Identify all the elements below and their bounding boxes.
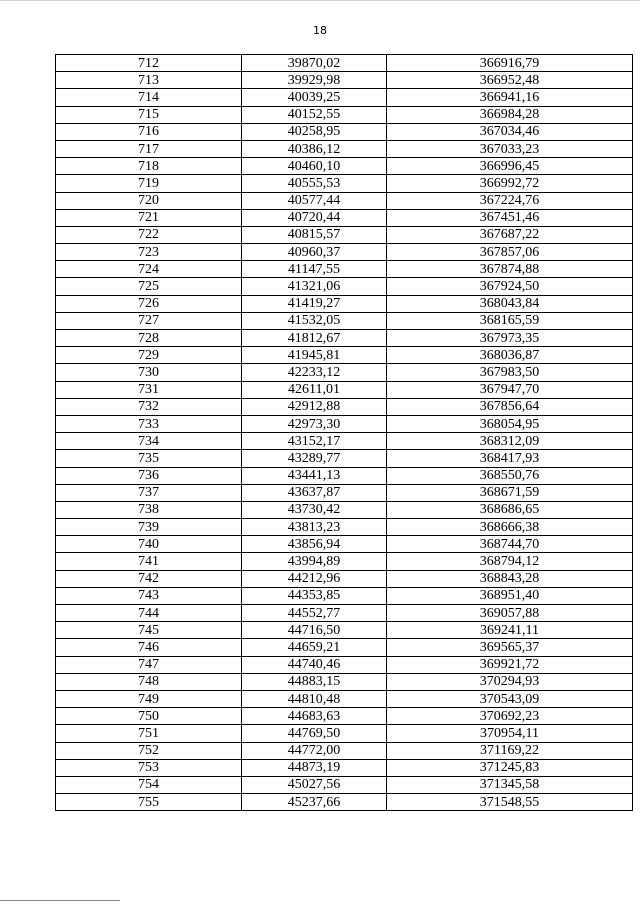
table-row xyxy=(56,312,633,329)
table-row xyxy=(56,622,633,639)
y-coordinate-cell: 371169,22 xyxy=(387,742,633,759)
point-number-cell: 743 xyxy=(56,587,242,604)
point-number-cell: 723 xyxy=(56,244,242,261)
x-coordinate-cell: 44873,19 xyxy=(242,759,387,776)
y-coordinate-cell: 367973,35 xyxy=(387,330,633,347)
x-coordinate-cell: 41945,81 xyxy=(242,347,387,364)
x-coordinate-cell: 40720,44 xyxy=(242,209,387,226)
point-number-cell: 732 xyxy=(56,398,242,415)
point-number-cell: 717 xyxy=(56,140,242,157)
table-row xyxy=(56,656,633,673)
table-row xyxy=(56,587,633,604)
table-row xyxy=(56,347,633,364)
point-number-cell: 718 xyxy=(56,158,242,175)
point-number-cell: 738 xyxy=(56,501,242,518)
point-number-cell: 730 xyxy=(56,364,242,381)
y-coordinate-cell: 367874,88 xyxy=(387,261,633,278)
x-coordinate-cell: 40460,10 xyxy=(242,158,387,175)
coordinates-table xyxy=(55,54,633,811)
point-number-cell: 729 xyxy=(56,347,242,364)
x-coordinate-cell: 40577,44 xyxy=(242,192,387,209)
y-coordinate-cell: 368951,40 xyxy=(387,587,633,604)
point-number-cell: 735 xyxy=(56,450,242,467)
table-row xyxy=(56,398,633,415)
x-coordinate-cell: 44353,85 xyxy=(242,587,387,604)
x-coordinate-cell: 42611,01 xyxy=(242,381,387,398)
point-number-cell: 744 xyxy=(56,605,242,622)
table-row xyxy=(56,364,633,381)
point-number-cell: 725 xyxy=(56,278,242,295)
point-number-cell: 719 xyxy=(56,175,242,192)
point-number-cell: 720 xyxy=(56,192,242,209)
x-coordinate-cell: 44659,21 xyxy=(242,639,387,656)
table-row xyxy=(56,501,633,518)
y-coordinate-cell: 368671,59 xyxy=(387,484,633,501)
table-row xyxy=(56,450,633,467)
point-number-cell: 751 xyxy=(56,725,242,742)
y-coordinate-cell: 366996,45 xyxy=(387,158,633,175)
x-coordinate-cell: 45237,66 xyxy=(242,794,387,811)
table-row xyxy=(56,381,633,398)
x-coordinate-cell: 40039,25 xyxy=(242,89,387,106)
table-row xyxy=(56,467,633,484)
table-row xyxy=(56,742,633,759)
y-coordinate-cell: 367034,46 xyxy=(387,123,633,140)
x-coordinate-cell: 43152,17 xyxy=(242,433,387,450)
x-coordinate-cell: 43637,87 xyxy=(242,484,387,501)
point-number-cell: 733 xyxy=(56,415,242,432)
table-row xyxy=(56,295,633,312)
y-coordinate-cell: 367924,50 xyxy=(387,278,633,295)
table-row xyxy=(56,261,633,278)
point-number-cell: 740 xyxy=(56,536,242,553)
x-coordinate-cell: 40152,55 xyxy=(242,106,387,123)
table-row xyxy=(56,330,633,347)
x-coordinate-cell: 40960,37 xyxy=(242,244,387,261)
y-coordinate-cell: 370692,23 xyxy=(387,708,633,725)
y-coordinate-cell: 368165,59 xyxy=(387,312,633,329)
y-coordinate-cell: 369565,37 xyxy=(387,639,633,656)
point-number-cell: 746 xyxy=(56,639,242,656)
y-coordinate-cell: 366952,48 xyxy=(387,72,633,89)
y-coordinate-cell: 368550,76 xyxy=(387,467,633,484)
x-coordinate-cell: 41812,67 xyxy=(242,330,387,347)
y-coordinate-cell: 367857,06 xyxy=(387,244,633,261)
y-coordinate-cell: 368312,09 xyxy=(387,433,633,450)
point-number-cell: 747 xyxy=(56,656,242,673)
y-coordinate-cell: 371548,55 xyxy=(387,794,633,811)
point-number-cell: 721 xyxy=(56,209,242,226)
x-coordinate-cell: 40386,12 xyxy=(242,140,387,157)
point-number-cell: 722 xyxy=(56,226,242,243)
point-number-cell: 742 xyxy=(56,570,242,587)
point-number-cell: 712 xyxy=(56,55,242,72)
point-number-cell: 748 xyxy=(56,673,242,690)
y-coordinate-cell: 367687,22 xyxy=(387,226,633,243)
y-coordinate-cell: 371345,58 xyxy=(387,776,633,793)
table-row xyxy=(56,553,633,570)
y-coordinate-cell: 367856,64 xyxy=(387,398,633,415)
x-coordinate-cell: 42973,30 xyxy=(242,415,387,432)
x-coordinate-cell: 43994,89 xyxy=(242,553,387,570)
y-coordinate-cell: 368794,12 xyxy=(387,553,633,570)
x-coordinate-cell: 44683,63 xyxy=(242,708,387,725)
y-coordinate-cell: 368043,84 xyxy=(387,295,633,312)
page-number: 18 xyxy=(313,24,327,37)
table-row xyxy=(56,106,633,123)
table-row xyxy=(56,484,633,501)
point-number-cell: 750 xyxy=(56,708,242,725)
x-coordinate-cell: 43856,94 xyxy=(242,536,387,553)
x-coordinate-cell: 44716,50 xyxy=(242,622,387,639)
point-number-cell: 739 xyxy=(56,519,242,536)
point-number-cell: 734 xyxy=(56,433,242,450)
y-coordinate-cell: 368417,93 xyxy=(387,450,633,467)
coordinates-table-body xyxy=(56,55,633,811)
x-coordinate-cell: 45027,56 xyxy=(242,776,387,793)
x-coordinate-cell: 41321,06 xyxy=(242,278,387,295)
bottom-edge-mark xyxy=(0,900,120,901)
x-coordinate-cell: 43441,13 xyxy=(242,467,387,484)
table-row xyxy=(56,175,633,192)
y-coordinate-cell: 368686,65 xyxy=(387,501,633,518)
table-row xyxy=(56,725,633,742)
x-coordinate-cell: 43813,23 xyxy=(242,519,387,536)
y-coordinate-cell: 366992,72 xyxy=(387,175,633,192)
y-coordinate-cell: 370543,09 xyxy=(387,690,633,707)
y-coordinate-cell: 370294,93 xyxy=(387,673,633,690)
point-number-cell: 755 xyxy=(56,794,242,811)
point-number-cell: 749 xyxy=(56,690,242,707)
point-number-cell: 714 xyxy=(56,89,242,106)
y-coordinate-cell: 368666,38 xyxy=(387,519,633,536)
table-row xyxy=(56,605,633,622)
y-coordinate-cell: 367033,23 xyxy=(387,140,633,157)
point-number-cell: 754 xyxy=(56,776,242,793)
table-row xyxy=(56,244,633,261)
point-number-cell: 736 xyxy=(56,467,242,484)
table-row xyxy=(56,433,633,450)
point-number-cell: 745 xyxy=(56,622,242,639)
y-coordinate-cell: 366916,79 xyxy=(387,55,633,72)
table-row xyxy=(56,639,633,656)
y-coordinate-cell: 370954,11 xyxy=(387,725,633,742)
x-coordinate-cell: 44883,15 xyxy=(242,673,387,690)
y-coordinate-cell: 368843,28 xyxy=(387,570,633,587)
y-coordinate-cell: 368036,87 xyxy=(387,347,633,364)
point-number-cell: 737 xyxy=(56,484,242,501)
table-row xyxy=(56,140,633,157)
table-row xyxy=(56,519,633,536)
x-coordinate-cell: 43730,42 xyxy=(242,501,387,518)
y-coordinate-cell: 368054,95 xyxy=(387,415,633,432)
table-row xyxy=(56,673,633,690)
point-number-cell: 726 xyxy=(56,295,242,312)
y-coordinate-cell: 367983,50 xyxy=(387,364,633,381)
table-row xyxy=(56,776,633,793)
x-coordinate-cell: 41532,05 xyxy=(242,312,387,329)
point-number-cell: 715 xyxy=(56,106,242,123)
point-number-cell: 752 xyxy=(56,742,242,759)
y-coordinate-cell: 369921,72 xyxy=(387,656,633,673)
table-row xyxy=(56,690,633,707)
point-number-cell: 713 xyxy=(56,72,242,89)
x-coordinate-cell: 40258,95 xyxy=(242,123,387,140)
x-coordinate-cell: 39870,02 xyxy=(242,55,387,72)
table-row xyxy=(56,278,633,295)
x-coordinate-cell: 44552,77 xyxy=(242,605,387,622)
x-coordinate-cell: 43289,77 xyxy=(242,450,387,467)
x-coordinate-cell: 40815,57 xyxy=(242,226,387,243)
table-row xyxy=(56,55,633,72)
y-coordinate-cell: 368744,70 xyxy=(387,536,633,553)
x-coordinate-cell: 44769,50 xyxy=(242,725,387,742)
point-number-cell: 741 xyxy=(56,553,242,570)
point-number-cell: 724 xyxy=(56,261,242,278)
table-row xyxy=(56,192,633,209)
point-number-cell: 716 xyxy=(56,123,242,140)
point-number-cell: 728 xyxy=(56,330,242,347)
table-row xyxy=(56,158,633,175)
y-coordinate-cell: 369241,11 xyxy=(387,622,633,639)
table-row xyxy=(56,72,633,89)
y-coordinate-cell: 367224,76 xyxy=(387,192,633,209)
table-row xyxy=(56,123,633,140)
y-coordinate-cell: 371245,83 xyxy=(387,759,633,776)
table-row xyxy=(56,536,633,553)
table-row xyxy=(56,89,633,106)
x-coordinate-cell: 42233,12 xyxy=(242,364,387,381)
point-number-cell: 731 xyxy=(56,381,242,398)
table-row xyxy=(56,209,633,226)
point-number-cell: 727 xyxy=(56,312,242,329)
x-coordinate-cell: 39929,98 xyxy=(242,72,387,89)
table-row xyxy=(56,794,633,811)
top-edge-line xyxy=(0,0,640,1)
table-row xyxy=(56,415,633,432)
x-coordinate-cell: 42912,88 xyxy=(242,398,387,415)
x-coordinate-cell: 41147,55 xyxy=(242,261,387,278)
table-row xyxy=(56,759,633,776)
table-row xyxy=(56,570,633,587)
x-coordinate-cell: 44740,46 xyxy=(242,656,387,673)
table-row xyxy=(56,708,633,725)
point-number-cell: 753 xyxy=(56,759,242,776)
y-coordinate-cell: 366941,16 xyxy=(387,89,633,106)
x-coordinate-cell: 44810,48 xyxy=(242,690,387,707)
x-coordinate-cell: 44212,96 xyxy=(242,570,387,587)
x-coordinate-cell: 40555,53 xyxy=(242,175,387,192)
y-coordinate-cell: 366984,28 xyxy=(387,106,633,123)
x-coordinate-cell: 41419,27 xyxy=(242,295,387,312)
y-coordinate-cell: 367451,46 xyxy=(387,209,633,226)
table-row xyxy=(56,226,633,243)
y-coordinate-cell: 367947,70 xyxy=(387,381,633,398)
x-coordinate-cell: 44772,00 xyxy=(242,742,387,759)
y-coordinate-cell: 369057,88 xyxy=(387,605,633,622)
